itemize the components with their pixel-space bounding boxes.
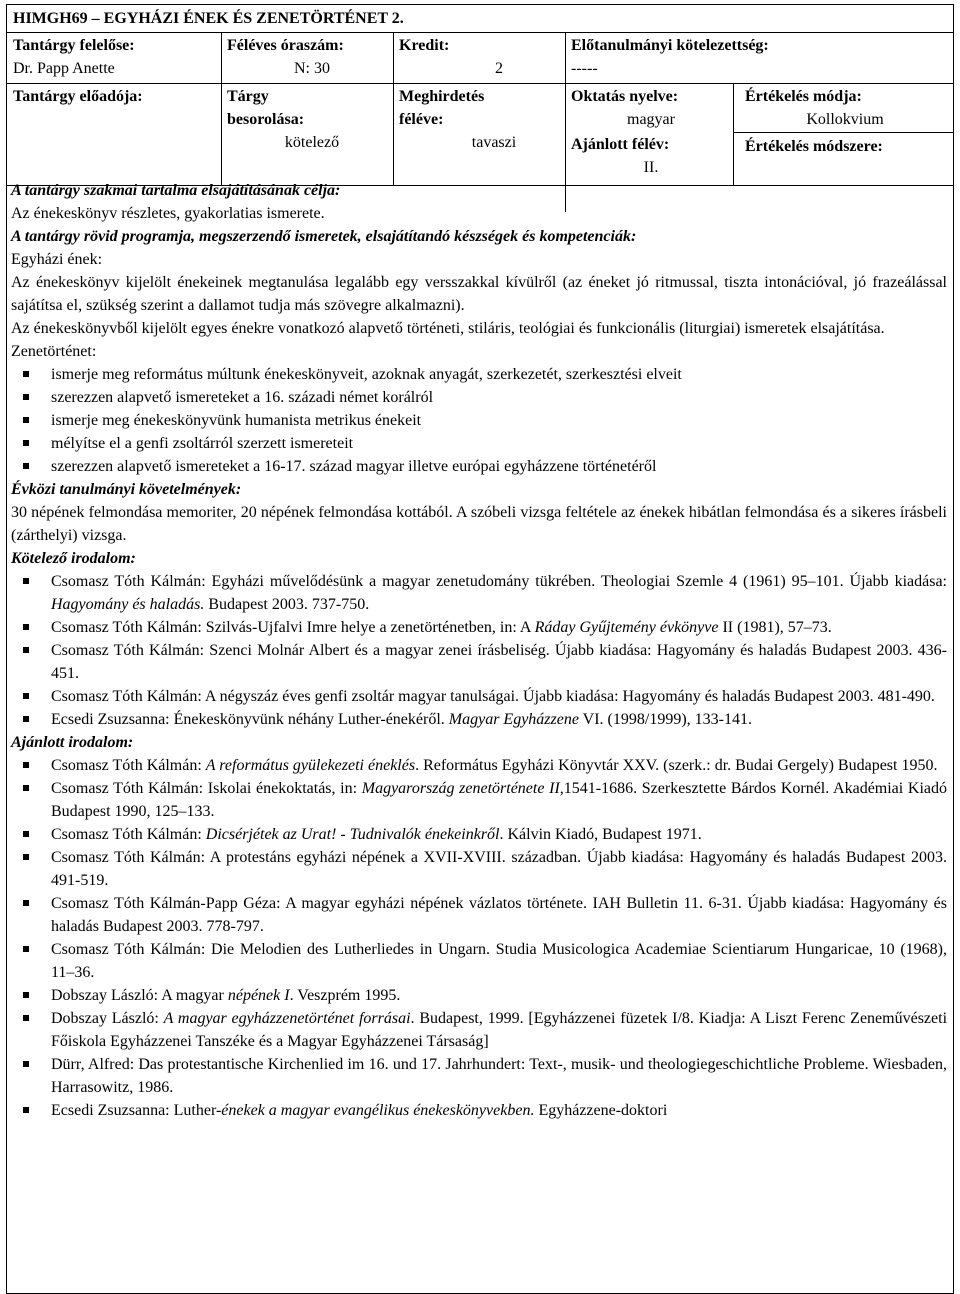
- course-table: [6, 4, 954, 1294]
- lecturer-label: Tantárgy előadója:: [13, 88, 143, 105]
- program-subheading: Egyházi ének:: [11, 251, 103, 268]
- divider: [7, 83, 953, 84]
- goal-text: Az énekeskönyv részletes, gyakorlatias ismerete.: [11, 205, 325, 222]
- responsible-value: Dr. Papp Anette: [13, 60, 115, 77]
- category-label: Tárgy: [227, 88, 269, 105]
- requirements-heading: Évközi tanulmányi követelmények:: [11, 481, 242, 498]
- program-paragraph: Az énekeskönyvből kijelölt egyes énekre vonatkozó alapvető történeti, stiláris, teológiai és funkcionális (liturgiai) ismeretek elsajátítása.: [11, 320, 885, 337]
- divider: [733, 132, 953, 133]
- responsible-cell: [13, 34, 219, 80]
- language-cell: [571, 85, 731, 131]
- program-subheading: Zenetörténet:: [11, 343, 97, 360]
- language-value: magyar: [627, 111, 675, 128]
- credit-value: 2: [495, 60, 503, 77]
- semester-cell: [399, 85, 559, 154]
- category-label: besorolása:: [227, 111, 305, 128]
- prereq-label: Előtanulmányi kötelezettség:: [571, 37, 769, 54]
- list-item: Ecsedi Zsuzsanna: Énekeskönyvünk néhány Luther-énekéről. Magyar Egyházzene VI. (1998/1999), 133-141.: [11, 708, 947, 731]
- list-item: ismerje meg énekeskönyvünk humanista metrikus énekeit: [11, 409, 947, 432]
- hours-cell: [227, 34, 397, 80]
- list-item: Dobszay László: A magyar egyházzenetörténet forrásai. Budapest, 1999. [Egyházzenei füzetek I/8. Kiadja: A Liszt Ferenc Zeneművészeti Főiskola Egyházzenei Tanszéke és a Magyar Egyházzenei Társaság]: [11, 1007, 947, 1053]
- eval-mode-label: Értékelés módja:: [745, 88, 862, 105]
- list-item: Ecsedi Zsuzsanna: Luther-énekek a magyar evangélikus énekeskönyvekben. Egyházzene-doktori: [11, 1099, 947, 1122]
- required-lit-heading: Kötelező irodalom:: [11, 550, 136, 567]
- recommended-value: II.: [643, 159, 659, 176]
- eval-mode-value: Kollokvium: [806, 111, 884, 128]
- course-title: HIMGH69 – EGYHÁZI ÉNEK ÉS ZENETÖRTÉNET 2.: [13, 10, 404, 27]
- recommended-cell: [571, 133, 731, 179]
- language-label: Oktatás nyelve:: [571, 88, 679, 105]
- list-item: Csomasz Tóth Kálmán: Die Melodien des Lutherliedes in Ungarn. Studia Musicologica Academiae Scientiarum Hungaricae, 10 (1968), 11–36.: [11, 938, 947, 984]
- list-item: ismerje meg református múltunk énekeskönyveit, azoknak anyagát, szerkezetét, szerkesztési elveit: [11, 363, 947, 386]
- responsible-label: Tantárgy felelőse:: [13, 37, 135, 54]
- list-item: Csomasz Tóth Kálmán: A négyszáz éves genfi zsoltár magyar tanulságai. Újabb kiadása: Hagyomány és haladás Budapest 2003. 481-490.: [11, 685, 947, 708]
- recommended-lit-heading: Ajánlott irodalom:: [11, 734, 134, 751]
- list-item: Csomasz Tóth Kálmán: Dicsérjétek az Urat! - Tudnivalók énekeinkről. Kálvin Kiadó, Budapest 1971.: [11, 823, 947, 846]
- prereq-cell: [571, 34, 941, 80]
- semester-value: tavaszi: [471, 134, 517, 151]
- semester-label: féléve:: [399, 111, 444, 128]
- divider: [733, 83, 734, 185]
- divider: [7, 32, 953, 33]
- list-item: Dürr, Alfred: Das protestantische Kirchenlied im 16. und 17. Jahrhundert: Text-, musik- und theologiegeschichtliche Probleme. Wiesbaden, Harrasowitz, 1986.: [11, 1053, 947, 1099]
- program-list: [11, 363, 947, 478]
- list-item: szerezzen alapvető ismereteket a 16-17. század magyar illetve európai egyházzene történetéről: [11, 455, 947, 478]
- recommended-label: Ajánlott félév:: [571, 136, 670, 153]
- list-item: Dobszay László: A magyar népének I. Veszprém 1995.: [11, 984, 947, 1007]
- list-item: Csomasz Tóth Kálmán-Papp Géza: A magyar egyházi népének vázlatos története. IAH Bulletin 11. 6-31. Újabb kiadása: Hagyomány és haladás Budapest 2003. 778-797.: [11, 892, 947, 938]
- category-cell: [227, 85, 397, 154]
- semester-label: Meghirdetés: [399, 88, 485, 105]
- program-paragraph: Az énekeskönyv kijelölt énekeinek megtanulása legalább egy versszakkal kívülről (az éneket jó ritmussal, tiszta intonációval, jó frazeálással sajátítsa el, szükség szerint a dallamot tudja más szövegre alkalmazni).: [11, 274, 947, 314]
- divider: [393, 32, 394, 185]
- list-item: Csomasz Tóth Kálmán: Szilvás-Ujfalvi Imre helye a zenetörténetben, in: A Ráday Gyűjtemény évkönyve II (1981), 57–73.: [11, 616, 947, 639]
- eval-cell: [745, 85, 945, 131]
- goal-heading: A tantárgy szakmai tartalma elsajátításának célja:: [11, 182, 341, 199]
- credit-label: Kredit:: [399, 37, 450, 54]
- list-item: Csomasz Tóth Kálmán: A protestáns egyházi népének a XVII-XVIII. században. Újabb kiadása: Hagyomány és haladás Budapest 2003. 491-519.: [11, 846, 947, 892]
- course-content: [11, 179, 947, 1122]
- recommended-lit-list: [11, 754, 947, 1122]
- requirements-text: 30 népének felmondása memoriter, 20 népének felmondása kottából. A szóbeli vizsga feltétele az énekek hibátlan felmondása és a sikeres írásbeli (zárthelyi) vizsga.: [11, 504, 947, 544]
- list-item: szerezzen alapvető ismereteket a 16. századi német korálról: [11, 386, 947, 409]
- program-heading: A tantárgy rövid programja, megszerzendő ismeretek, elsajátítandó készségek és kompetenciák:: [11, 228, 637, 245]
- divider: [221, 32, 222, 185]
- list-item: mélyítse el a genfi zsoltárról szerzett ismereteit: [11, 432, 947, 455]
- list-item: Csomasz Tóth Kálmán: Szenci Molnár Albert és a magyar zenei írásbeliség. Újabb kiadása: Hagyomány és haladás Budapest 2003. 436-451.: [11, 639, 947, 685]
- prereq-value: -----: [571, 60, 598, 77]
- required-lit-list: [11, 570, 947, 731]
- list-item: Csomasz Tóth Kálmán: Iskolai énekoktatás, in: Magyarország zenetörténete II,1541-1686. Szerkesztette Bárdos Kornél. Akadémiai Kiadó Budapest 1990, 125–133.: [11, 777, 947, 823]
- hours-value: N: 30: [294, 60, 330, 77]
- list-item: Csomasz Tóth Kálmán: Egyházi művelődésünk a magyar zenetudomány tükrében. Theologiai Szemle 4 (1961) 95–101. Újabb kiadása: Hagyomány és haladás. Budapest 2003. 737-750.: [11, 570, 947, 616]
- eval-method-label: Értékelés módszere:: [745, 138, 883, 155]
- hours-label: Féléves óraszám:: [227, 37, 344, 54]
- list-item: Csomasz Tóth Kálmán: A református gyülekezeti éneklés. Református Egyházi Könyvtár XXV. (szerk.: dr. Budai Gergely) Budapest 1950.: [11, 754, 947, 777]
- credit-cell: [399, 34, 559, 80]
- category-value: kötelező: [284, 134, 340, 151]
